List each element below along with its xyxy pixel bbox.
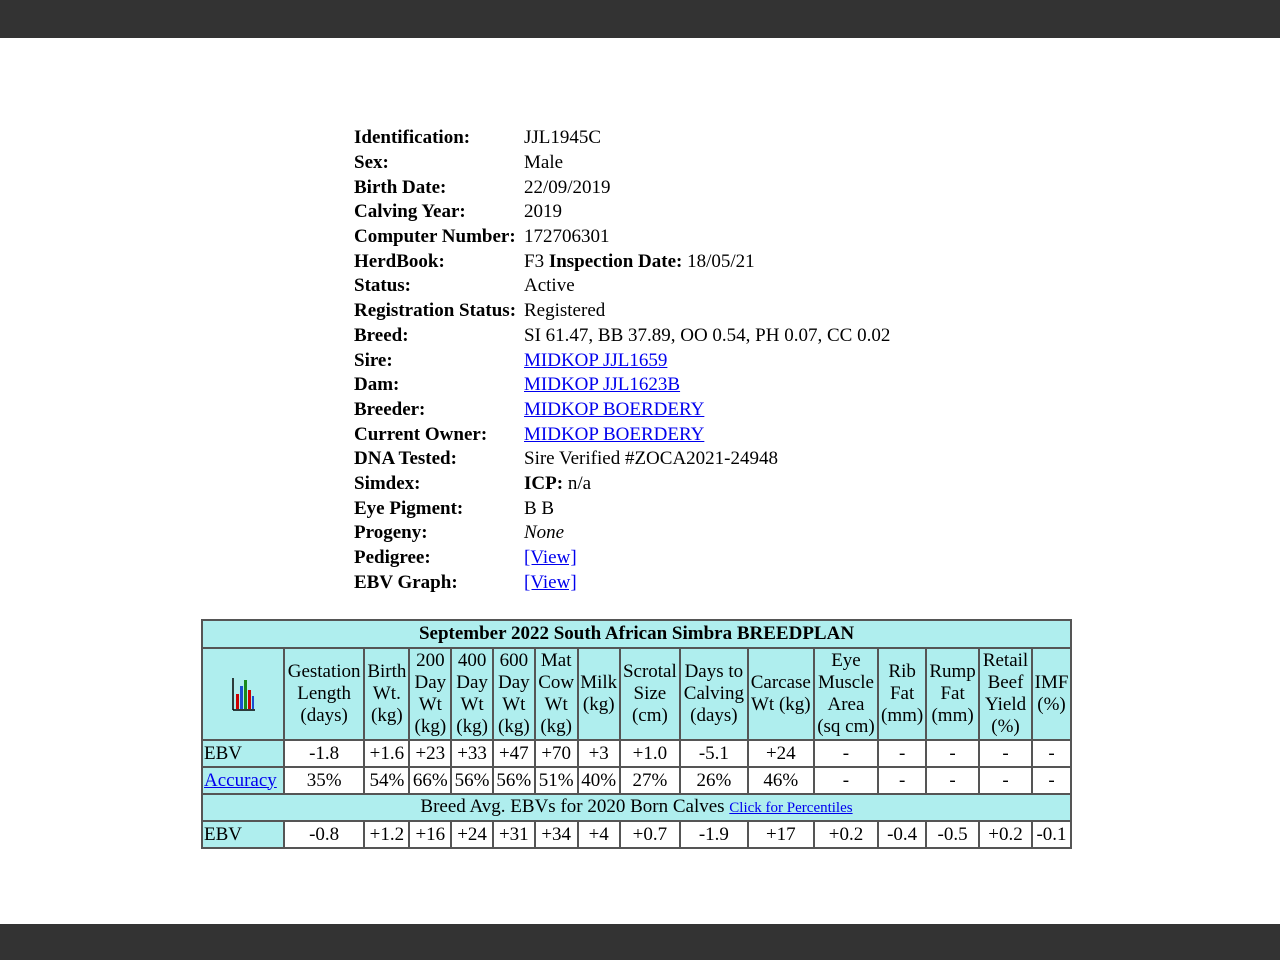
info-value-cell: [522, 324, 892, 349]
info-value-cell: [522, 200, 892, 225]
accuracy-value: 54%: [364, 767, 409, 794]
accuracy-value: -: [814, 767, 878, 794]
info-row: [352, 225, 892, 250]
info-value: JJL1945C: [524, 127, 602, 149]
info-label: Pedigree:: [354, 547, 431, 569]
avg-row-label: EBV: [202, 821, 284, 848]
info-link[interactable]: MIDKOP JJL1623B: [524, 374, 681, 396]
ebv-column-header: 200 Day Wt (kg): [409, 648, 451, 740]
breed-avg-value: -1.9: [680, 821, 748, 848]
accuracy-value: 27%: [620, 767, 680, 794]
info-link[interactable]: MIDKOP JJL1659: [524, 349, 668, 371]
info-value: 172706301: [524, 226, 610, 248]
info-label: Current Owner:: [354, 423, 488, 445]
info-row: [352, 546, 892, 571]
accuracy-link[interactable]: Accuracy: [204, 769, 277, 791]
info-value: 22/09/2019: [524, 176, 611, 198]
ebv-column-header: Birth Wt. (kg): [364, 648, 409, 740]
info-link[interactable]: [View]: [524, 547, 577, 569]
ebv-column-header: Rump Fat (mm): [926, 648, 979, 740]
info-row: [352, 398, 892, 423]
info-label: Identification:: [354, 127, 471, 149]
info-value-cell: [522, 521, 892, 546]
info-row: [352, 175, 892, 200]
info-value-cell: [522, 274, 892, 299]
info-value: B B: [524, 497, 555, 519]
breed-avg-value: -0.1: [1032, 821, 1071, 848]
info-row: [352, 373, 892, 398]
animal-details: [352, 126, 892, 595]
ebv-value: -: [926, 740, 979, 767]
info-row: [352, 447, 892, 472]
info-value-cell: [522, 348, 892, 373]
info-value-cell: [522, 175, 892, 200]
info-value-cell: [522, 299, 892, 324]
breed-avg-value: -0.5: [926, 821, 979, 848]
ebv-value: +3: [578, 740, 620, 767]
breed-avg-value: +4: [578, 821, 620, 848]
breed-avg-value: +16: [409, 821, 451, 848]
info-row: [352, 249, 892, 274]
info-value: F3: [524, 250, 545, 272]
info-value-cell: [522, 126, 892, 151]
info-value: Active: [524, 275, 575, 297]
accuracy-value: -: [926, 767, 979, 794]
ebv-value: -: [1032, 740, 1071, 767]
breed-avg-value: +34: [535, 821, 578, 848]
breed-avg-value: +17: [748, 821, 814, 848]
ebv-value: +33: [451, 740, 493, 767]
info-extra-label: Inspection Date:: [548, 250, 683, 272]
ebv-column-header: Eye Muscle Area (sq cm): [814, 648, 878, 740]
accuracy-value: 56%: [451, 767, 493, 794]
accuracy-value: -: [979, 767, 1032, 794]
info-value-cell: [522, 447, 892, 472]
percentiles-link[interactable]: Click for Percentiles: [729, 800, 853, 816]
info-row: [352, 472, 892, 497]
breed-avg-value: +0.2: [814, 821, 878, 848]
info-row: [352, 324, 892, 349]
info-label: Simdex:: [354, 472, 421, 494]
info-label: Sire:: [354, 349, 393, 371]
info-value-cell: [522, 249, 892, 274]
info-row: [352, 496, 892, 521]
info-label: Dam:: [354, 374, 400, 396]
accuracy-value: 40%: [578, 767, 620, 794]
info-row: [352, 299, 892, 324]
info-value: Sire Verified #ZOCA2021-24948: [524, 448, 779, 470]
ebv-value: +70: [535, 740, 578, 767]
info-row: [352, 422, 892, 447]
ebv-column-header: Scrotal Size (cm): [620, 648, 680, 740]
info-value-cell: [522, 546, 892, 571]
info-row: [352, 151, 892, 176]
ebv-column-header: Rib Fat (mm): [878, 648, 926, 740]
info-label: Birth Date:: [354, 176, 447, 198]
info-label: Eye Pigment:: [354, 497, 464, 519]
breed-avg-value: +31: [493, 821, 535, 848]
ebv-column-header: Carcase Wt (kg): [748, 648, 814, 740]
ebv-column-header: IMF (%): [1032, 648, 1071, 740]
breed-avg-value: +0.2: [979, 821, 1032, 848]
ebv-value: -5.1: [680, 740, 748, 767]
accuracy-value: -: [878, 767, 926, 794]
info-row: [352, 570, 892, 595]
accuracy-value: -: [1032, 767, 1071, 794]
info-row: [352, 348, 892, 373]
info-row: [352, 274, 892, 299]
info-label: Breeder:: [354, 398, 426, 420]
info-link[interactable]: [View]: [524, 571, 577, 593]
ebv-value: +23: [409, 740, 451, 767]
bottom-bar: [0, 924, 1280, 960]
info-label: Computer Number:: [354, 226, 516, 248]
ebv-value: +1.0: [620, 740, 680, 767]
accuracy-value: 66%: [409, 767, 451, 794]
info-label: HerdBook:: [354, 250, 445, 272]
info-value-cell: [522, 373, 892, 398]
info-row: [352, 521, 892, 546]
accuracy-value: 26%: [680, 767, 748, 794]
ebv-column-header: Retail Beef Yield (%): [979, 648, 1032, 740]
ebv-column-header: Gestation Length (days): [284, 648, 364, 740]
ebv-value: -: [814, 740, 878, 767]
info-value: Male: [524, 152, 564, 174]
breed-avg-value: -0.8: [284, 821, 364, 848]
breed-avg-value: +24: [451, 821, 493, 848]
info-value-cell: [522, 225, 892, 250]
ebv-column-header: Days to Calving (days): [680, 648, 748, 740]
info-extra-label: ICP:: [524, 472, 564, 494]
info-value-cell: [522, 496, 892, 521]
info-value: SI 61.47, BB 37.89, OO 0.54, PH 0.07, CC 0.02: [524, 324, 891, 346]
accuracy-value: 35%: [284, 767, 364, 794]
ebv-value: -1.8: [284, 740, 364, 767]
info-extra-value: n/a: [567, 472, 592, 494]
ebv-value: +24: [748, 740, 814, 767]
info-row: [352, 126, 892, 151]
info-label: Sex:: [354, 152, 389, 174]
accuracy-value: 56%: [493, 767, 535, 794]
bar-chart-icon[interactable]: [230, 676, 256, 712]
info-link[interactable]: MIDKOP BOERDERY: [524, 398, 705, 420]
breed-avg-text: Breed Avg. EBVs for 2020 Born Calves: [420, 796, 725, 817]
accuracy-value: 51%: [535, 767, 578, 794]
ebv-table: [201, 619, 1072, 849]
ebv-column-header: 400 Day Wt (kg): [451, 648, 493, 740]
info-label: Status:: [354, 275, 412, 297]
breed-avg-row: [202, 794, 1071, 821]
ebv-column-header: 600 Day Wt (kg): [493, 648, 535, 740]
ebv-value: +1.6: [364, 740, 409, 767]
ebv-table-title: September 2022 South African Simbra BREEDPLAN: [202, 620, 1071, 648]
ebv-column-header: Milk (kg): [578, 648, 620, 740]
info-row: [352, 200, 892, 225]
info-value-cell: [522, 472, 892, 497]
info-value-cell: [522, 422, 892, 447]
info-value: Registered: [524, 300, 606, 322]
ebv-value: +47: [493, 740, 535, 767]
ebv-value: -: [979, 740, 1032, 767]
breed-avg-value: -0.4: [878, 821, 926, 848]
info-value-cell: [522, 398, 892, 423]
ebv-row-label: EBV: [202, 740, 284, 767]
info-extra-value: 18/05/21: [687, 250, 755, 272]
info-value: 2019: [524, 201, 562, 223]
ebv-graph-cell[interactable]: [202, 648, 284, 740]
info-link[interactable]: MIDKOP BOERDERY: [524, 423, 705, 445]
breed-avg-value: +0.7: [620, 821, 680, 848]
info-label: Calving Year:: [354, 201, 466, 223]
top-bar: [0, 0, 1280, 38]
ebv-column-header: Mat Cow Wt (kg): [535, 648, 578, 740]
info-label: DNA Tested:: [354, 448, 457, 470]
info-label: Breed:: [354, 324, 409, 346]
accuracy-value: 46%: [748, 767, 814, 794]
info-value-cell: [522, 151, 892, 176]
info-value: None: [524, 522, 565, 544]
accuracy-cell: [202, 767, 284, 794]
info-label: EBV Graph:: [354, 571, 458, 593]
breed-avg-value: +1.2: [364, 821, 409, 848]
info-label: Registration Status:: [354, 300, 517, 322]
info-label: Progeny:: [354, 522, 428, 544]
info-value-cell: [522, 570, 892, 595]
ebv-value: -: [878, 740, 926, 767]
